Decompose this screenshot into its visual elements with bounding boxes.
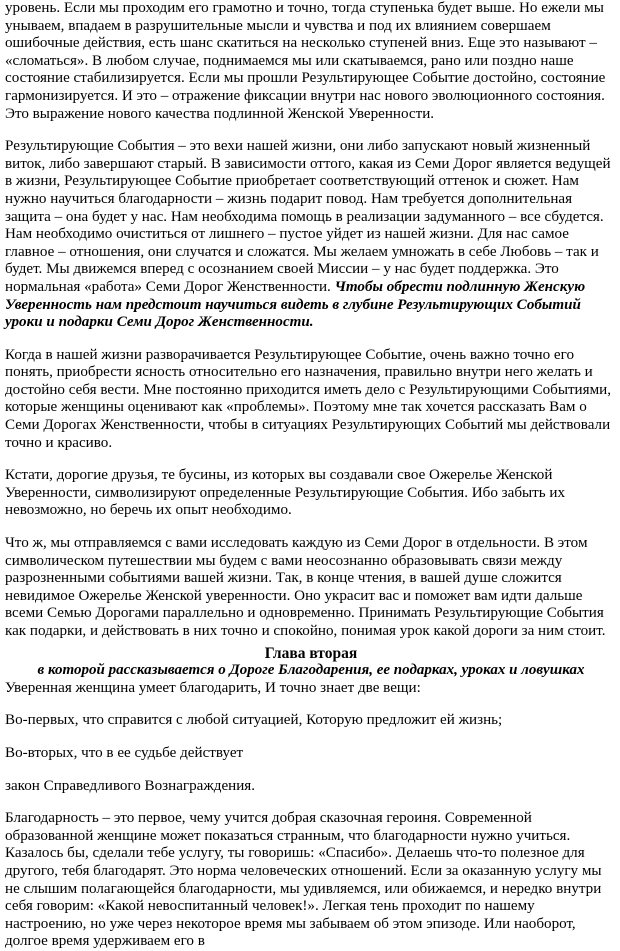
paragraph-second: Во-вторых, что в ее судьбе действует <box>5 744 244 761</box>
paragraph-resulting-events <box>5 138 617 332</box>
paragraph-understanding: Когда в нашей жизни разворачивается Результирующее Событие, очень важно точно его понять, приобрести ясность относительно его назначения, правильно внутри него желать и достойно себя вести. Мне постоянно приходится иметь дело с Результирующими Событиями, которые женщины оценивают как «проблемы». Поэтому мне так хочется рассказать Вам о Семи Дорогах Женственности, чтобы в ситуациях Результирующих Событий мы действовали точно и красиво. <box>5 346 611 451</box>
paragraph-gratitude: Благодарность – это первое, чему учится добрая сказочная героиня. Современной образованной женщине может показаться странным, что благодарности нужно учиться. Казалось бы, сделали тебе услугу, ты говоришь: «Спасибо». Делаешь что-то полезное для другого, тебя благодарят. Это норма человеческих отношений. Если за оказанную услугу мы не слышим полагающейся благодарности, мы удивляемся, или обижаемся, и нередко внутри себя говорим: «Какой невоспитанный человек!». Легкая тень проходит по нашему настроению, но уже через некоторое время мы забываем об этом эпизоде. Или наоборот, долгое время удерживаем его в <box>5 810 602 950</box>
emphasis-statement: Чтобы обрести подлинную Женскую Уверенность нам предстоит научиться видеть в глубине Результирующих Событий уроки и подарки Семи Дорог Женственности. <box>5 278 586 331</box>
paragraph-beads: Кстати, дорогие друзья, те бусины, из которых вы создавали свое Ожерелье Женской Уверенности, символизируют определенные Результирующие События. Ибо забыть их невозможно, но беречь их опыт необходимо. <box>5 467 566 519</box>
chapter-title: Глава вторая <box>264 644 358 662</box>
paragraph-confident-woman: Уверенная женщина умеет благодарить, И точно знает две вещи: <box>5 679 421 696</box>
paragraph-resulting-events-text: Результирующие События – это вехи нашей жизни, они либо запускают новый жизненный виток, либо завершают старый. В зависимости оттого, какая из Семи Дорог является ведущей в жизни, Результирующее Событие приобретает соответствующий оттенок и сюжет. Нам нужно научиться благодарности – жизнь подарит повод. Нам требуется дополнительная защита – она будет у нас. Нам необходима помощь в реализации задуманного – все сбудется. Нам необходимо очиститься от лишнего – пустое уйдет из нашей жизни. Для нас самое главное – отношения, они случатся и сложатся. Мы желаем умножать в себе Любовь – так и будет. Мы движемся вперед с осознанием своей Миссии – у нас будет поддержка. Это нормальная «работа» Семи Дорог Женственности. <box>5 138 611 295</box>
paragraph-stages: уровень. Если мы проходим его грамотно и точно, тогда ступенька будет выше. Но ежели мы унываем, впадаем в разрушительные мысли и чувства и под их влиянием совершаем ошибочные действия, есть шанс скатиться на несколько ступеней вниз. Еще это называют – «сломаться». В любом случае, поднимаемся мы или скатываемся, рано или поздно наше состояние стабилизируется. Если мы прошли Результирующее Событие достойно, состояние гармонизируется. И это – отражение фиксации внутри нас нового эволюционного состояния. Это выражение нового качества подлинной Женской Уверенности. <box>5 0 606 122</box>
paragraph-first: Во-первых, что справится с любой ситуацией, Которую предложит ей жизнь; <box>5 712 503 729</box>
chapter-subtitle: в которой рассказывается о Дороге Благодарения, ее подарках, уроках и ловушках <box>37 662 585 679</box>
paragraph-journey: Что ж, мы отправляемся с вами исследовать каждую из Семи Дорог в отдельности. В этом символическом путешествии мы будем с вами неосознанно образовывать связи между разрозненными событиями вашей жизни. Так, в конце чтения, в вашей душе сложится невидимое Ожерелье Женской уверенности. Оно украсит вас и поможет вам идти дальше всеми Семью Дорогами параллельно и одновременно. Принимать Результирующие События как подарки, и действовать в них точно и спокойно, понимая урок какой дороги за ним стоит. <box>5 535 606 639</box>
document-page <box>5 0 617 951</box>
paragraph-law: закон Справедливого Вознаграждения. <box>5 777 256 794</box>
